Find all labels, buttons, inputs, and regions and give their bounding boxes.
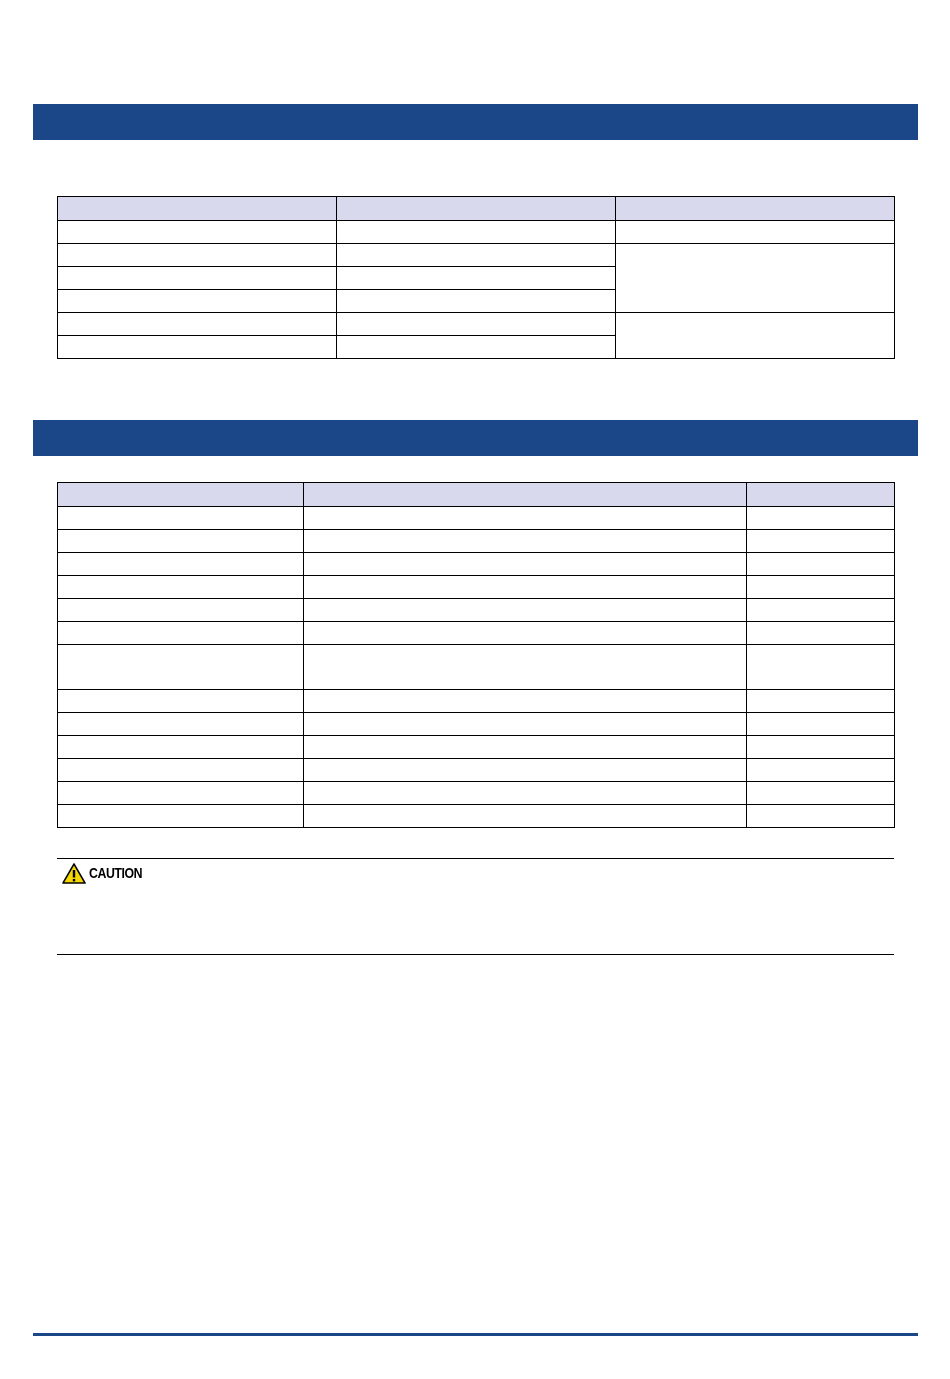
table-header-row (58, 197, 895, 221)
table-cell (58, 805, 304, 828)
table-cell (58, 244, 337, 267)
table-cell (304, 782, 747, 805)
table-cell (304, 553, 747, 576)
table-cell (747, 713, 895, 736)
table-cell (747, 805, 895, 828)
table-cell (337, 313, 616, 336)
table-cell (58, 759, 304, 782)
table-cell (747, 553, 895, 576)
table-row (58, 645, 895, 690)
table-merged-cell (616, 244, 895, 313)
table-header-cell (747, 483, 895, 507)
table-cell (747, 576, 895, 599)
table-header-cell (337, 197, 616, 221)
table-row (58, 553, 895, 576)
table-row (58, 759, 895, 782)
table-row (58, 622, 895, 645)
table-cell (304, 759, 747, 782)
table-cell (304, 805, 747, 828)
table-row (58, 690, 895, 713)
warning-triangle-icon (62, 863, 86, 884)
specification-table (57, 196, 895, 359)
table-cell (58, 530, 304, 553)
table-cell (58, 290, 337, 313)
table-row (58, 782, 895, 805)
table-cell (58, 645, 304, 690)
table-cell (747, 690, 895, 713)
table-cell (747, 645, 895, 690)
table-cell (58, 782, 304, 805)
table-header-cell (58, 197, 337, 221)
parts-table (57, 482, 895, 828)
table-row (58, 576, 895, 599)
table-row (58, 507, 895, 530)
table-row (58, 530, 895, 553)
table-cell (337, 267, 616, 290)
table-cell (58, 313, 337, 336)
table-cell (304, 690, 747, 713)
table-cell (337, 290, 616, 313)
table-cell (304, 599, 747, 622)
footer-rule (33, 1333, 918, 1336)
table-cell (747, 782, 895, 805)
caution-box (57, 858, 894, 955)
table-cell (58, 336, 337, 359)
table-cell (58, 553, 304, 576)
table-cell (58, 576, 304, 599)
table-cell (747, 736, 895, 759)
table-cell (747, 530, 895, 553)
table-cell (58, 713, 304, 736)
section-header-bar (33, 104, 918, 140)
table-header-row (58, 483, 895, 507)
table-cell (304, 713, 747, 736)
table-cell (58, 736, 304, 759)
table-row (58, 221, 895, 244)
section-header-bar (33, 420, 918, 456)
table-row (58, 736, 895, 759)
table-cell (747, 507, 895, 530)
table-cell (58, 267, 337, 290)
table-cell (747, 622, 895, 645)
table-row (58, 713, 895, 736)
table-row (58, 805, 895, 828)
table-row (58, 599, 895, 622)
table-cell (58, 507, 304, 530)
table-cell (616, 221, 895, 244)
table-header-cell (616, 197, 895, 221)
table-merged-cell (616, 313, 895, 359)
table-cell (337, 244, 616, 267)
table-cell (58, 622, 304, 645)
table-cell (304, 507, 747, 530)
table-cell (747, 599, 895, 622)
caution-title: CAUTION (89, 865, 143, 882)
table-cell (337, 221, 616, 244)
table-header-cell (304, 483, 747, 507)
caution-label (62, 863, 154, 884)
table-row (58, 313, 895, 336)
table-cell (304, 530, 747, 553)
table-header-cell (58, 483, 304, 507)
table-cell (58, 221, 337, 244)
table-cell (304, 645, 747, 690)
table-cell (337, 336, 616, 359)
table-cell (58, 690, 304, 713)
table-cell (304, 736, 747, 759)
table-cell (304, 622, 747, 645)
table-cell (58, 599, 304, 622)
table-cell (304, 576, 747, 599)
table-cell (747, 759, 895, 782)
table-row (58, 244, 895, 267)
